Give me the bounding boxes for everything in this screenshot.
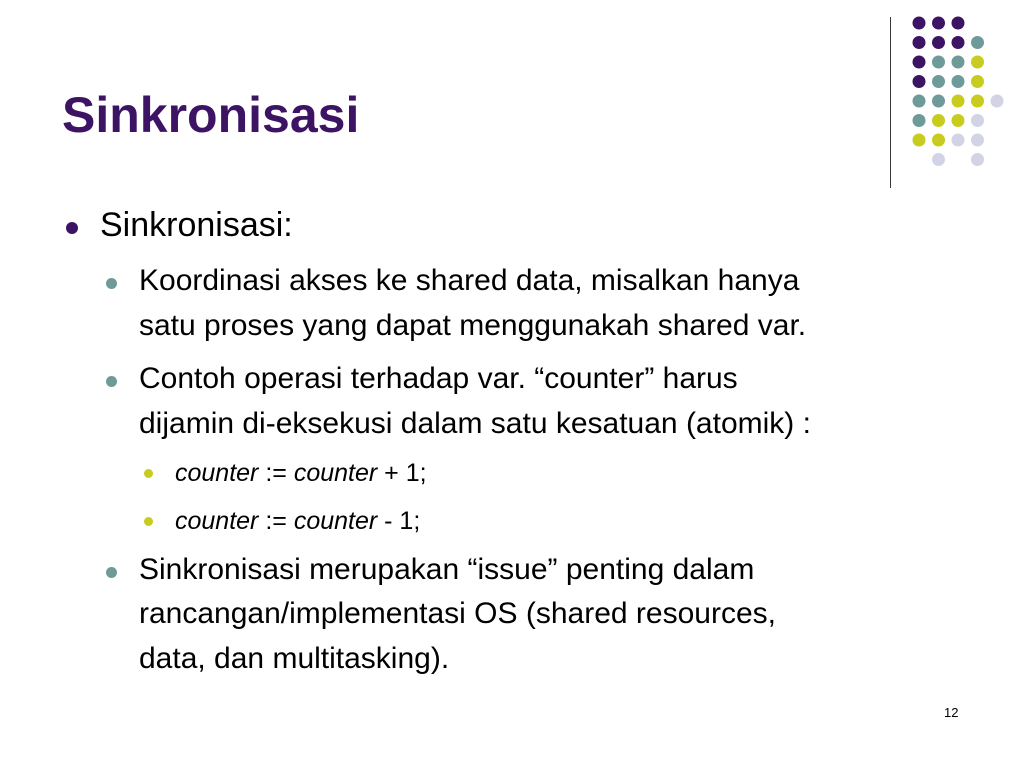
code-var: counter: [293, 507, 378, 535]
bullet-level1: [66, 222, 78, 234]
bullet-level2: [106, 278, 117, 289]
bullet-heading: Sinkronisasi:: [100, 206, 293, 244]
point1-line1: Koordinasi akses ke shared data, misalkan hanya: [139, 264, 800, 297]
code-assign: :=: [258, 507, 294, 535]
code-assign: :=: [258, 459, 294, 487]
point3-line3: data, dan multitasking).: [139, 642, 450, 675]
point3-line2: rancangan/implementasi OS (shared resources,: [139, 597, 776, 630]
point1-line2: satu proses yang dapat menggunakah shared var.: [139, 309, 807, 342]
page-number: 12: [944, 705, 959, 720]
code-rest: - 1;: [377, 507, 421, 535]
bullet-level3: [144, 517, 153, 526]
code-line-increment: [175, 459, 427, 488]
slide-title: Sinkronisasi: [62, 87, 360, 143]
bullet-level3: [144, 469, 153, 478]
point3-line1: Sinkronisasi merupakan “issue” penting dalam: [139, 553, 755, 586]
code-line-decrement: [175, 507, 420, 536]
bullet-level2: [106, 567, 117, 578]
bullet-level2: [106, 376, 117, 387]
point2-line2: dijamin di-eksekusi dalam satu kesatuan (atomik) :: [139, 407, 811, 440]
code-var: counter: [293, 459, 378, 487]
code-rest: + 1;: [377, 459, 427, 487]
code-var: counter: [175, 459, 259, 487]
point2-line1: Contoh operasi terhadap var. “counter” harus: [139, 362, 738, 395]
code-var: counter: [175, 507, 259, 535]
